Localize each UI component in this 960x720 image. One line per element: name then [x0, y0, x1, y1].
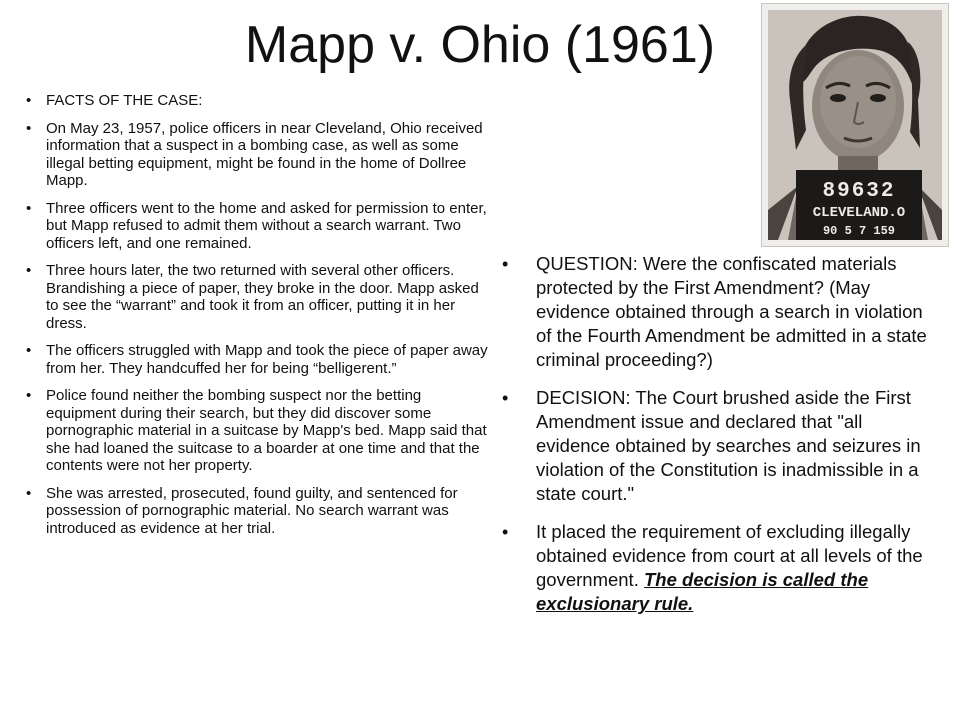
- list-item: [26, 342, 488, 377]
- list-item: [26, 200, 488, 253]
- mugshot-photo: [762, 4, 948, 246]
- placard-number: 89632: [822, 180, 896, 203]
- decision-item: [500, 386, 940, 506]
- requirement-item: [500, 520, 940, 616]
- bullet-text: FACTS OF THE CASE:: [46, 92, 203, 109]
- question-item: [500, 252, 940, 372]
- ruling-list: [500, 252, 940, 616]
- bullet-icon: •: [26, 342, 32, 359]
- facts-list: [26, 92, 488, 537]
- bullet-icon: •: [26, 484, 32, 502]
- question-decision-column: [500, 252, 940, 630]
- bullet-icon: •: [502, 522, 509, 542]
- requirement-text: It placed the requirement of excluding illegally obtained evidence from court at all levels of the government.: [536, 521, 923, 590]
- bullet-icon: •: [26, 92, 32, 109]
- placard-date: 90 5 7 159: [822, 224, 896, 238]
- bullet-text: Three officers went to the home and asked for permission to enter, but Mapp refused to admit them without a search warrant. Two officers left, and one remained.: [46, 199, 487, 252]
- bullet-icon: •: [26, 262, 32, 279]
- question-text: QUESTION: Were the confiscated materials protected by the First Amendment? (May evidence obtained through a search in violation of the Fourth Amendment be admitted in a state criminal proceeding?): [536, 253, 927, 370]
- bullet-icon: •: [502, 254, 509, 274]
- bullet-text: Police found neither the bombing suspect nor the betting equipment during their search, but they did discover some pornographic material in a suitcase by Mapp's bed. Mapp said that she had loaned the suitcase to a boarder at one time and that the contents were not her property.: [46, 387, 487, 474]
- bullet-text: She was arrested, prosecuted, found guilty, and sentenced for possession of pornographic material. No search warrant was introduced as evidence at her trial.: [46, 484, 458, 537]
- bullet-icon: •: [26, 387, 32, 404]
- list-item: [26, 485, 488, 538]
- list-item: [26, 262, 488, 332]
- bullet-icon: •: [26, 119, 32, 137]
- decision-text: DECISION: The Court brushed aside the First Amendment issue and declared that "all evidence obtained by searches and seizures in violation of the Constitution is inadmissible in a state court.": [536, 387, 921, 504]
- list-item: [26, 387, 488, 475]
- bullet-icon: •: [26, 199, 32, 217]
- bullet-text: Three hours later, the two returned with several other officers. Brandishing a piece of paper, they broke in the door. Mapp asked to see the “warrant” and took it from an officer, putting it in her dress.: [46, 262, 479, 332]
- placard-city: CLEVELAND.O: [812, 205, 906, 221]
- list-item: [26, 120, 488, 190]
- list-item: [26, 92, 488, 110]
- exclusionary-rule-emphasis: The decision is called the exclusionary rule.: [536, 569, 869, 614]
- bullet-icon: •: [502, 388, 509, 408]
- bullet-text: On May 23, 1957, police officers in near Cleveland, Ohio received information that a suspect in a bombing case, as well as some illegal betting equipment, might be found in the home of Dollree Mapp.: [46, 119, 483, 189]
- facts-column: [26, 92, 488, 547]
- slide-title: Mapp v. Ohio (1961): [244, 16, 716, 74]
- bullet-text: The officers struggled with Mapp and took the piece of paper away from her. They handcuffed her for being “belligerent.”: [46, 342, 488, 377]
